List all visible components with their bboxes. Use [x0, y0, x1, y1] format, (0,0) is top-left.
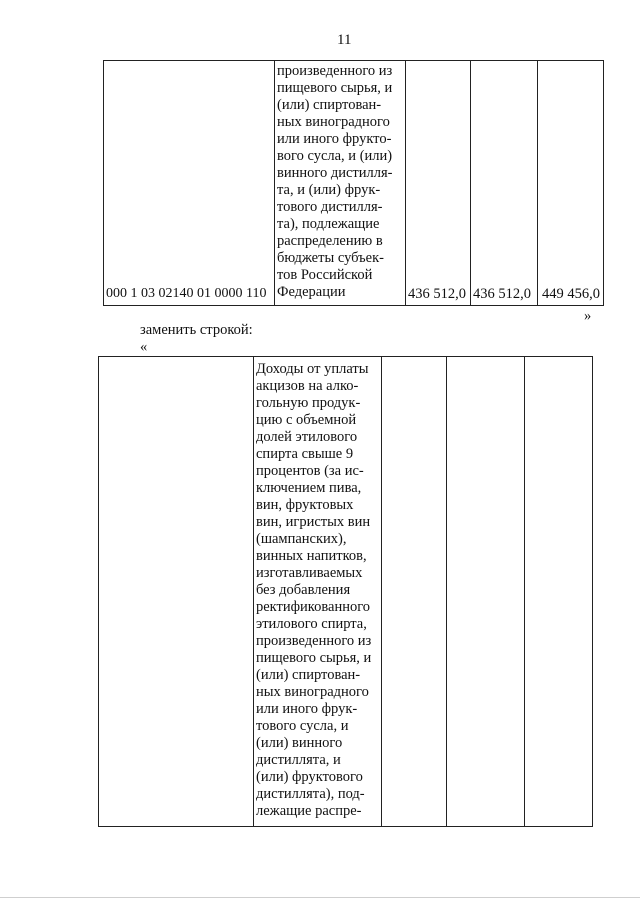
text-line: дистиллята, и [256, 752, 341, 768]
top-table-col-divider [537, 60, 538, 306]
text-line: та), подлежащие [277, 216, 380, 232]
text-line: этилового спирта, [256, 616, 367, 632]
text-line: гольную продук- [256, 395, 361, 411]
text-line: ных виноградного [256, 684, 369, 700]
text-line: Доходы от уплаты [256, 361, 369, 377]
text-line: вин, фруктовых [256, 497, 354, 513]
budget-code: 000 1 03 02140 01 0000 110 [106, 286, 267, 301]
bottom-table-col-divider [253, 356, 254, 827]
bottom-table-border-right [592, 356, 593, 827]
text-line: без добавления [256, 582, 351, 598]
text-line: произведенного из [277, 63, 393, 79]
text-line: акцизов на алко- [256, 378, 359, 394]
text-line: Федерации [277, 284, 346, 300]
text-line: долей этилового [256, 429, 358, 445]
text-line: винного дистилля- [277, 165, 393, 181]
top-table-col-divider [470, 60, 471, 306]
text-line: (или) винного [256, 735, 343, 751]
text-line: (шампанских), [256, 531, 347, 547]
text-line: изготавливаемых [256, 565, 363, 581]
text-line: лежащие распре- [256, 803, 362, 819]
bottom-table-col-divider [524, 356, 525, 827]
bottom-table-col-divider [381, 356, 382, 827]
text-line: спирта свыше 9 [256, 446, 354, 462]
value-year-1: 436 512,0 [408, 286, 466, 302]
text-line: распределению в [277, 233, 383, 249]
text-line: или иного фрукто- [277, 131, 392, 147]
opening-quote: « [140, 339, 148, 355]
value-year-3: 449 456,0 [542, 286, 600, 302]
value-year-2: 436 512,0 [473, 286, 531, 302]
text-line: вого сусла, и (или) [277, 148, 393, 164]
text-line: тов Российской [277, 267, 373, 283]
text-line: произведенного из [256, 633, 372, 649]
text-line: пищевого сырья, и [277, 80, 393, 96]
text-line: тового сусла, и [256, 718, 349, 734]
text-line: вин, игристых вин [256, 514, 371, 530]
text-line: (или) спиртован- [277, 97, 382, 113]
top-table-border-top [103, 60, 604, 61]
text-line: бюджеты субъек- [277, 250, 384, 266]
text-line: процентов (за ис- [256, 463, 364, 479]
bottom-table-description [256, 361, 371, 820]
top-table-col-divider [405, 60, 406, 306]
text-line: ных виноградного [277, 114, 390, 130]
top-table-border-right [603, 60, 604, 306]
top-table-description [277, 63, 392, 301]
text-line: пищевого сырья, и [256, 650, 372, 666]
top-table-col-divider [274, 60, 275, 306]
text-line: или иного фрук- [256, 701, 358, 717]
bottom-table-border-top [98, 356, 593, 357]
closing-quote: » [584, 308, 592, 324]
scan-edge-line [0, 897, 640, 898]
top-table-border-bottom [103, 305, 604, 306]
text-line: та, и (или) фрук- [277, 182, 381, 198]
text-line: ключением пива, [256, 480, 362, 496]
text-line: цию с объемной [256, 412, 357, 428]
text-line: тового дистилля- [277, 199, 383, 215]
top-table-border-left [103, 60, 104, 306]
text-line: ректификованного [256, 599, 371, 615]
bottom-table-border-bottom [98, 826, 593, 827]
bottom-table-col-divider [446, 356, 447, 827]
text-line: (или) спиртован- [256, 667, 361, 683]
text-line: дистиллята), под- [256, 786, 365, 802]
replace-label: заменить строкой: [140, 322, 253, 338]
bottom-table-border-left [98, 356, 99, 827]
text-line: (или) фруктового [256, 769, 363, 785]
page-number: 11 [337, 32, 352, 48]
text-line: винных напитков, [256, 548, 367, 564]
